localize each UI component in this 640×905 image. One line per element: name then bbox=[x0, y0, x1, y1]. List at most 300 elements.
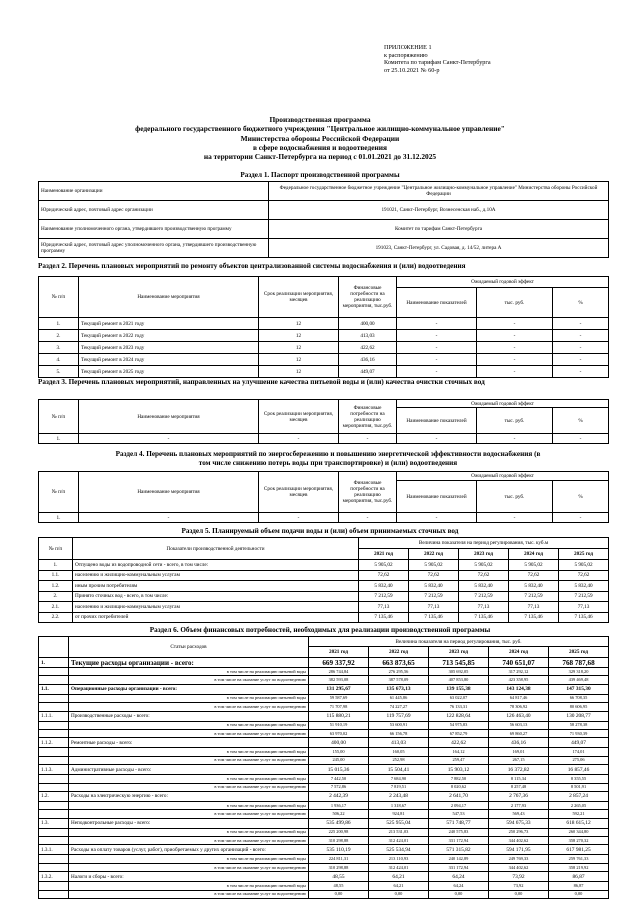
value-cell: 286 744,84 bbox=[309, 668, 369, 676]
row-number: 1.3.1. bbox=[39, 845, 69, 855]
value-cell: 2 094,17 bbox=[429, 801, 489, 809]
row-number bbox=[39, 890, 69, 898]
row-number bbox=[39, 837, 69, 845]
row-label: от прочих потребителей bbox=[73, 612, 359, 623]
table-row bbox=[39, 890, 609, 898]
value-cell: 5 905,02 bbox=[409, 560, 459, 571]
value-cell: 252,98 bbox=[369, 756, 429, 764]
row-label: населению и жилищно-коммунальным услугам bbox=[73, 570, 359, 581]
cell: - bbox=[477, 330, 553, 342]
value-cell: 59 587,69 bbox=[309, 694, 369, 702]
row-label: Принято сточных вод - всего, в том числе: bbox=[73, 591, 359, 602]
table-row bbox=[39, 756, 609, 764]
value-cell: 15 903,12 bbox=[429, 765, 489, 775]
col-header: Ожидаемый годовой эффект bbox=[397, 472, 609, 481]
col-header: тыс. руб. bbox=[477, 481, 553, 513]
value-cell: 740 651,07 bbox=[489, 658, 549, 668]
cell: - bbox=[477, 354, 553, 366]
table-row bbox=[39, 581, 609, 592]
row-number: 2.2. bbox=[39, 612, 73, 623]
row-label: в том числе на реализацию питьевой воды bbox=[69, 694, 309, 702]
value-cell: 7 212,59 bbox=[509, 591, 559, 602]
value-cell: 67 852,79 bbox=[429, 729, 489, 737]
col-header: Финансовые потребности на реализацию мероприятия, тыс.руб. bbox=[339, 472, 397, 513]
value-cell: 7 212,59 bbox=[409, 591, 459, 602]
cell: - bbox=[553, 354, 609, 366]
cell: - bbox=[397, 330, 477, 342]
value-cell: 0,00 bbox=[489, 890, 549, 898]
value-cell: 66 156,78 bbox=[369, 729, 429, 737]
table-row bbox=[39, 201, 609, 220]
section-2-heading: Раздел 2. Перечень плановых мероприятий по ремонту объектов централизованной системы водоснабжения и (или) водоотведения bbox=[38, 262, 466, 270]
col-header: № п/п bbox=[39, 472, 79, 513]
col-header: Величина показателя на период регулирования, тыс. куб.м bbox=[359, 538, 609, 549]
row-label: Расходы на оплату товаров (услуг, работ), приобретаемых у других организаций - всего: bbox=[69, 845, 309, 855]
row-number bbox=[39, 721, 69, 729]
table-row bbox=[39, 239, 609, 258]
col-header: Срок реализации мероприятия, месяцев bbox=[259, 400, 339, 434]
table-row bbox=[39, 612, 609, 623]
table-row bbox=[39, 668, 609, 676]
value-cell: 53 600,91 bbox=[369, 721, 429, 729]
value-cell: 768 787,68 bbox=[549, 658, 609, 668]
col-header bbox=[39, 637, 69, 658]
row-number bbox=[39, 855, 69, 863]
col-header: Ожидаемый годовой эффект bbox=[397, 277, 609, 288]
passport-value: 191021, Санкт-Петербург, Вознесенская наб., д.10А bbox=[269, 201, 609, 220]
table-header-row bbox=[39, 400, 609, 408]
table-row bbox=[39, 810, 609, 818]
value-cell: 387 578,09 bbox=[369, 676, 429, 684]
cell: 12 bbox=[259, 366, 339, 378]
appendix-line: Комитета по тарифам Санкт-Петербурга bbox=[384, 59, 491, 67]
row-number bbox=[39, 729, 69, 737]
col-header: Наименование показателей bbox=[397, 408, 477, 434]
value-cell: 317 292,12 bbox=[489, 668, 549, 676]
value-cell: 63 022,07 bbox=[429, 694, 489, 702]
title-line: федерального государственного бюджетного учреждения "Центральное жилищно-коммунальное управление" bbox=[135, 124, 505, 134]
row-label: в том числе на реализацию питьевой воды bbox=[69, 828, 309, 836]
value-cell: 1 318,67 bbox=[369, 801, 429, 809]
table-row bbox=[39, 570, 609, 581]
year-header: 2022 год bbox=[369, 647, 429, 658]
value-cell: 7 212,59 bbox=[459, 591, 509, 602]
row-number bbox=[39, 863, 69, 871]
value-cell: 569,43 bbox=[489, 810, 549, 818]
table-row bbox=[39, 342, 609, 354]
cell: Текущий ремонт в 2024 году bbox=[79, 354, 259, 366]
value-cell: 169,01 bbox=[489, 748, 549, 756]
row-number bbox=[39, 775, 69, 783]
value-cell: 5 905,02 bbox=[509, 560, 559, 571]
value-cell: 7 212,59 bbox=[559, 591, 609, 602]
value-cell: 86,87 bbox=[549, 882, 609, 890]
row-number: 1.3. bbox=[39, 818, 69, 828]
value-cell: 422,62 bbox=[429, 738, 489, 748]
value-cell: 69 860,27 bbox=[489, 729, 549, 737]
row-number: 1.1.1. bbox=[39, 711, 69, 721]
cell: 422,62 bbox=[339, 342, 397, 354]
value-cell: 64,21 bbox=[369, 872, 429, 882]
row-number bbox=[39, 748, 69, 756]
value-cell: 547,53 bbox=[429, 810, 489, 818]
cell: 2. bbox=[39, 330, 79, 342]
row-number bbox=[39, 694, 69, 702]
passport-label: Наименование уполномоченного органа, утвердившего производственную программу bbox=[39, 220, 269, 239]
value-cell: 64,24 bbox=[429, 872, 489, 882]
table-row bbox=[39, 318, 609, 330]
value-cell: 48,55 bbox=[309, 882, 369, 890]
table-row bbox=[39, 748, 609, 756]
row-label: в том числе на реализацию питьевой воды bbox=[69, 748, 309, 756]
value-cell: 213 531,03 bbox=[369, 828, 429, 836]
value-cell: 64,24 bbox=[429, 882, 489, 890]
value-cell: 74 227,27 bbox=[369, 703, 429, 711]
cell: - bbox=[339, 434, 397, 444]
row-label: в том числе на оказание услуг по водоотведению bbox=[69, 729, 309, 737]
cell: - bbox=[397, 342, 477, 354]
cell: - bbox=[477, 342, 553, 354]
value-cell: 331 172,94 bbox=[429, 837, 489, 845]
section-6-heading: Раздел 6. Объем финансовых потребностей, необходимых для реализации производственной программы bbox=[149, 626, 491, 634]
value-cell: 72,62 bbox=[559, 570, 609, 581]
value-cell: 344 402,62 bbox=[489, 863, 549, 871]
value-cell: 76 133,31 bbox=[429, 703, 489, 711]
value-cell: 77,13 bbox=[359, 602, 409, 613]
cell: - bbox=[553, 434, 609, 444]
section-5-heading: Раздел 5. Планируемый объем подачи воды и (или) объем принимаемых сточных вод bbox=[181, 527, 459, 535]
year-header: 2023 год bbox=[429, 647, 489, 658]
table-row bbox=[39, 330, 609, 342]
row-label: в том числе на оказание услуг по водоотведению bbox=[69, 756, 309, 764]
value-cell: 8 355,55 bbox=[549, 775, 609, 783]
value-cell: 174,01 bbox=[549, 748, 609, 756]
cell: Текущий ремонт в 2025 году bbox=[79, 366, 259, 378]
value-cell: 73,92 bbox=[489, 872, 549, 882]
volume-table bbox=[38, 537, 609, 623]
table-row bbox=[39, 738, 609, 748]
value-cell: 1 936,17 bbox=[309, 801, 369, 809]
col-header: тыс. руб. bbox=[477, 288, 553, 318]
year-header: 2022 год bbox=[409, 549, 459, 560]
value-cell: 80 606,95 bbox=[549, 703, 609, 711]
value-cell: 5 832,40 bbox=[409, 581, 459, 592]
table-header-row bbox=[39, 472, 609, 481]
row-label: в том числе на оказание услуг по водоотведению bbox=[69, 890, 309, 898]
value-cell: 449,07 bbox=[549, 738, 609, 748]
col-header: Показатели производственной деятельности bbox=[73, 538, 359, 560]
value-cell: 5 832,40 bbox=[459, 581, 509, 592]
value-cell: 7 135,46 bbox=[509, 612, 559, 623]
table-row bbox=[39, 783, 609, 791]
table-row bbox=[39, 828, 609, 836]
value-cell: 436,16 bbox=[489, 738, 549, 748]
table-row bbox=[39, 882, 609, 890]
cell: - bbox=[397, 434, 477, 444]
value-cell: 275,06 bbox=[549, 756, 609, 764]
cell: - bbox=[397, 513, 477, 523]
value-cell: 310 298,88 bbox=[309, 837, 369, 845]
cell: 1. bbox=[39, 513, 79, 523]
value-cell: 267,15 bbox=[489, 756, 549, 764]
table-row bbox=[39, 658, 609, 668]
repair-table bbox=[38, 276, 609, 378]
title-line: на территории Санкт-Петербурга на период с 01.01.2021 до 31.12.2025 bbox=[203, 152, 437, 162]
value-cell: 64,21 bbox=[369, 882, 429, 890]
cell: - bbox=[553, 513, 609, 523]
year-header: 2021 год bbox=[309, 647, 369, 658]
passport-table bbox=[38, 181, 609, 258]
value-cell: 16 857,46 bbox=[549, 765, 609, 775]
value-cell: 131 295,67 bbox=[309, 684, 369, 694]
value-cell: 115 880,21 bbox=[309, 711, 369, 721]
col-header: % bbox=[553, 288, 609, 318]
value-cell: 535 499,86 bbox=[309, 818, 369, 828]
appendix-line: от 25.10.2021 № 60-р bbox=[384, 66, 440, 74]
table-row bbox=[39, 434, 609, 444]
value-cell: 71 930,39 bbox=[549, 729, 609, 737]
value-cell: 5 832,40 bbox=[359, 581, 409, 592]
value-cell: 2 641,70 bbox=[429, 791, 489, 801]
row-label: в том числе на оказание услуг по водоотведению bbox=[69, 863, 309, 871]
row-label: Расходы на электрическую энергию - всего: bbox=[69, 791, 309, 801]
value-cell: 135 673,13 bbox=[369, 684, 429, 694]
value-cell: 525 955,04 bbox=[369, 818, 429, 828]
value-cell: 276 295,56 bbox=[369, 668, 429, 676]
value-cell: 7 442,50 bbox=[309, 775, 369, 783]
table-row bbox=[39, 676, 609, 684]
value-cell: 240 575,83 bbox=[429, 828, 489, 836]
value-cell: 56 603,13 bbox=[489, 721, 549, 729]
row-label: в том числе на реализацию питьевой воды bbox=[69, 801, 309, 809]
row-number: 1. bbox=[39, 658, 69, 668]
row-number bbox=[39, 882, 69, 890]
passport-value: Комитет по тарифам Санкт-Петербурга bbox=[269, 220, 609, 239]
value-cell: 139 155,38 bbox=[429, 684, 489, 694]
row-number: 1.2. bbox=[39, 581, 73, 592]
row-number bbox=[39, 828, 69, 836]
value-cell: 5 905,02 bbox=[459, 560, 509, 571]
value-cell: 8 501,91 bbox=[549, 783, 609, 791]
col-header: Статьи расходов bbox=[69, 637, 309, 658]
value-cell: 130 208,77 bbox=[549, 711, 609, 721]
cell: - bbox=[553, 366, 609, 378]
value-cell: 5 832,40 bbox=[559, 581, 609, 592]
table-row bbox=[39, 775, 609, 783]
value-cell: 72,62 bbox=[409, 570, 459, 581]
row-number: 2.1. bbox=[39, 602, 73, 613]
row-label: в том числе на реализацию питьевой воды bbox=[69, 882, 309, 890]
value-cell: 525 534,94 bbox=[369, 845, 429, 855]
value-cell: 61 445,86 bbox=[369, 694, 429, 702]
table-row bbox=[39, 366, 609, 378]
value-cell: 7 135,46 bbox=[459, 612, 509, 623]
cell: - bbox=[477, 434, 553, 444]
value-cell: 147 315,30 bbox=[549, 684, 609, 694]
year-header: 2023 год bbox=[459, 549, 509, 560]
row-label: в том числе на оказание услуг по водоотведению bbox=[69, 837, 309, 845]
value-cell: 58 278,38 bbox=[549, 721, 609, 729]
table-row bbox=[39, 765, 609, 775]
heading-line: том числе снижению потерь воды при транспортировке) и (или) водоотведения bbox=[198, 459, 458, 467]
cell: 413,03 bbox=[339, 330, 397, 342]
year-header: 2021 год bbox=[359, 549, 409, 560]
passport-label: Наименование организации bbox=[39, 182, 269, 201]
value-cell: 400,00 bbox=[309, 738, 369, 748]
value-cell: 7 135,46 bbox=[409, 612, 459, 623]
row-label: в том числе на оказание услуг по водоотведению bbox=[69, 783, 309, 791]
table-row bbox=[39, 703, 609, 711]
col-header: Ожидаемый годовой эффект bbox=[397, 400, 609, 408]
row-number: 1.1.2. bbox=[39, 738, 69, 748]
row-number bbox=[39, 801, 69, 809]
year-header: 2024 год bbox=[489, 647, 549, 658]
table-header-row bbox=[39, 637, 609, 647]
year-header: 2025 год bbox=[549, 647, 609, 658]
passport-label: Юридический адрес, почтовый адрес уполномоченного органа, утвердившего производственную программу bbox=[39, 239, 269, 258]
title-line: Министерства обороны Российской Федерации bbox=[240, 133, 400, 143]
table-row bbox=[39, 182, 609, 201]
row-label: Ремонтные расходы - всего: bbox=[69, 738, 309, 748]
appendix-block bbox=[384, 44, 491, 74]
value-cell: 571 315,82 bbox=[429, 845, 489, 855]
table-row bbox=[39, 818, 609, 828]
cell: 3. bbox=[39, 342, 79, 354]
appendix-line: к распоряжению bbox=[384, 51, 428, 59]
value-cell: 617 981,25 bbox=[549, 845, 609, 855]
passport-value: 191023, Санкт-Петербург, ул. Садовая, д. 14/52, литера А bbox=[269, 239, 609, 258]
value-cell: 119 757,69 bbox=[369, 711, 429, 721]
cell: 12 bbox=[259, 342, 339, 354]
value-cell: 15 015,36 bbox=[309, 765, 369, 775]
section-3-heading: Раздел 3. Перечень плановых мероприятий, направленных на улучшение качества питьевой воды и (или) качества очистки сточных вод bbox=[38, 378, 485, 386]
cell: - bbox=[397, 318, 477, 330]
row-label: Производственные расходы - всего: bbox=[69, 711, 309, 721]
row-label: в том числе на реализацию питьевой воды bbox=[69, 668, 309, 676]
row-number: 1.2. bbox=[39, 791, 69, 801]
cell: 12 bbox=[259, 318, 339, 330]
value-cell: 7 819,51 bbox=[369, 783, 429, 791]
col-header: № п/п bbox=[39, 277, 79, 318]
value-cell: 0,00 bbox=[429, 890, 489, 898]
value-cell: 2 177,93 bbox=[489, 801, 549, 809]
value-cell: 669 337,92 bbox=[309, 658, 369, 668]
passport-value: Федеральное государственное бюджетное учреждение "Центральное жилищно-коммунальное управление" Министерства обороны Российской Федерации bbox=[269, 182, 609, 201]
value-cell: 413,03 bbox=[369, 738, 429, 748]
value-cell: 618 615,12 bbox=[549, 818, 609, 828]
cell: - bbox=[79, 434, 259, 444]
value-cell: 7 572,86 bbox=[309, 783, 369, 791]
cell: - bbox=[553, 342, 609, 354]
cell: - bbox=[553, 330, 609, 342]
value-cell: 77,13 bbox=[509, 602, 559, 613]
cell: - bbox=[259, 434, 339, 444]
value-cell: 310 298,88 bbox=[309, 863, 369, 871]
cell: 12 bbox=[259, 330, 339, 342]
energy-table bbox=[38, 471, 609, 523]
value-cell: 407 853,80 bbox=[429, 676, 489, 684]
table-row bbox=[39, 513, 609, 523]
value-cell: 713 545,85 bbox=[429, 658, 489, 668]
table-row bbox=[39, 354, 609, 366]
cell: Текущий ремонт в 2023 году bbox=[79, 342, 259, 354]
value-cell: 66 708,35 bbox=[549, 694, 609, 702]
table-row bbox=[39, 855, 609, 863]
value-cell: 51 910,19 bbox=[309, 721, 369, 729]
value-cell: 249 769,33 bbox=[489, 855, 549, 863]
value-cell: 126 463,40 bbox=[489, 711, 549, 721]
value-cell: 535 110,19 bbox=[309, 845, 369, 855]
section-4-heading bbox=[38, 450, 618, 468]
row-number: 1. bbox=[39, 560, 73, 571]
value-cell: 2 265,05 bbox=[549, 801, 609, 809]
col-header: Наименование показателей bbox=[397, 481, 477, 513]
value-cell: 0,00 bbox=[309, 890, 369, 898]
cell: - bbox=[259, 513, 339, 523]
table-row bbox=[39, 863, 609, 871]
value-cell: 8 020,62 bbox=[429, 783, 489, 791]
value-cell: 48,55 bbox=[309, 872, 369, 882]
value-cell: 331 172,94 bbox=[429, 863, 489, 871]
value-cell: 663 873,65 bbox=[369, 658, 429, 668]
table-row bbox=[39, 729, 609, 737]
cell: Текущий ремонт в 2021 году bbox=[79, 318, 259, 330]
table-row bbox=[39, 837, 609, 845]
cell: - bbox=[477, 318, 553, 330]
cell: - bbox=[397, 366, 477, 378]
row-label: в том числе на реализацию питьевой воды bbox=[69, 855, 309, 863]
value-cell: 329 318,20 bbox=[549, 668, 609, 676]
value-cell: 78 306,92 bbox=[489, 703, 549, 711]
col-header: № п/п bbox=[39, 538, 73, 560]
row-label: Текущие расходы организации - всего: bbox=[69, 658, 309, 668]
value-cell: 2 243,48 bbox=[369, 791, 429, 801]
row-label: в том числе на реализацию питьевой воды bbox=[69, 721, 309, 729]
year-header: 2024 год bbox=[509, 549, 559, 560]
row-number bbox=[39, 668, 69, 676]
cell: 12 bbox=[259, 354, 339, 366]
cell: 449,07 bbox=[339, 366, 397, 378]
row-label: Неподконтрольные расходы - всего: bbox=[69, 818, 309, 828]
row-label: Административные расходы - всего: bbox=[69, 765, 309, 775]
value-cell: 7 135,46 bbox=[559, 612, 609, 623]
value-cell: 7 135,46 bbox=[359, 612, 409, 623]
value-cell: 54 975,83 bbox=[429, 721, 489, 729]
value-cell: 423 358,95 bbox=[489, 676, 549, 684]
col-header: тыс. руб. bbox=[477, 408, 553, 434]
value-cell: 77,13 bbox=[559, 602, 609, 613]
table-row bbox=[39, 602, 609, 613]
cell: 436,16 bbox=[339, 354, 397, 366]
value-cell: 592,21 bbox=[549, 810, 609, 818]
cell: - bbox=[339, 513, 397, 523]
value-cell: 358 219,92 bbox=[549, 863, 609, 871]
row-label: в том числе на оказание услуг по водоотведению bbox=[69, 810, 309, 818]
value-cell: 0,00 bbox=[549, 890, 609, 898]
row-number: 1.3.2. bbox=[39, 872, 69, 882]
cell: 5. bbox=[39, 366, 79, 378]
value-cell: 0,00 bbox=[369, 890, 429, 898]
row-number bbox=[39, 810, 69, 818]
section-1-heading: Раздел 1. Паспорт производственной программы bbox=[240, 171, 400, 179]
value-cell: 259,47 bbox=[429, 756, 489, 764]
value-cell: 155,00 bbox=[309, 748, 369, 756]
document-title bbox=[60, 115, 580, 161]
value-cell: 7 882,50 bbox=[429, 775, 489, 783]
cell: - bbox=[477, 366, 553, 378]
table-row bbox=[39, 791, 609, 801]
title-line: Производственная программа bbox=[269, 115, 371, 124]
